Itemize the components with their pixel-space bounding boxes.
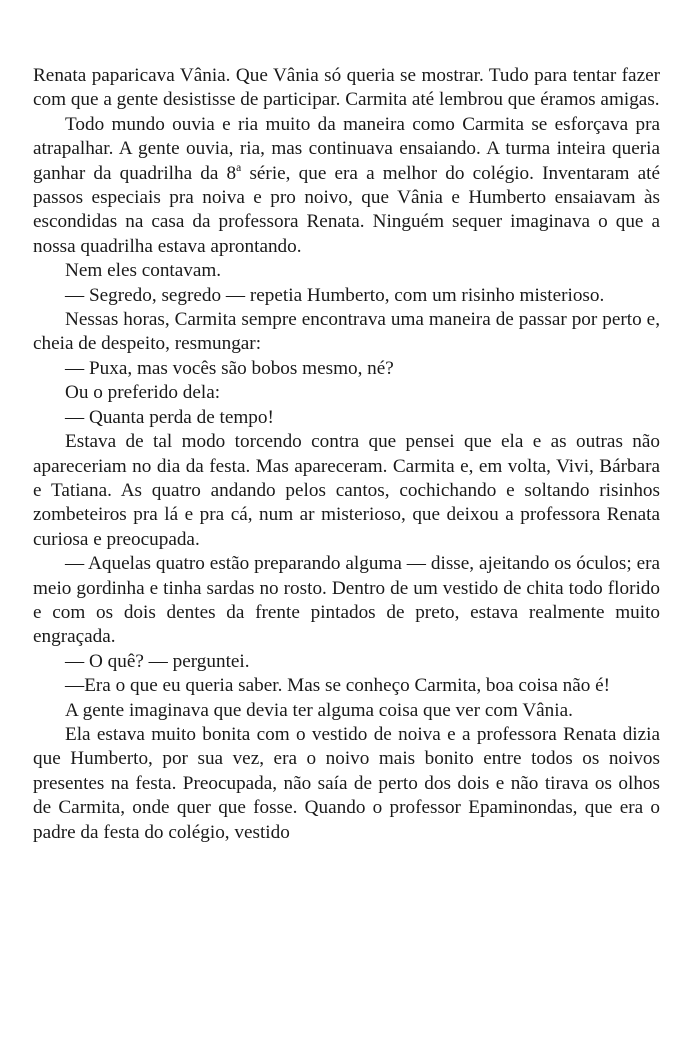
paragraph-13: A gente imaginava que devia ter alguma coisa que ver com Vânia. xyxy=(65,699,573,721)
dialogue-line: — Quanta perda de tempo! xyxy=(65,406,274,428)
book-page xyxy=(33,64,660,845)
ordinal-indicator: a xyxy=(236,161,242,174)
dialogue-line: — Segredo, segredo — repetia Humberto, com um risinho misterioso. xyxy=(65,284,605,306)
dialogue-line: — Aquelas quatro estão preparando alguma — disse, ajeitando os óculos; era meio gordinha e tinha sardas no rosto. Dentro de um vestido de chita todo florido e com os dois dentes da frente pintados de preto, estava realmente muito engraçada. xyxy=(33,553,660,648)
dialogue-line: — O quê? — perguntei. xyxy=(65,650,250,672)
dialogue-line: —Era o que eu queria saber. Mas se conheço Carmita, boa coisa não é! xyxy=(65,675,611,697)
paragraph-2 xyxy=(33,113,660,259)
paragraph-9: Estava de tal modo torcendo contra que pensei que ela e as outras não apareceriam no dia da festa. Mas apareceram. Carmita e, em volta, Vivi, Bárbara e Tatiana. As quatro andando pelos cantos, cochichando e soltando risinhos zombeteiros pra lá e pra cá, num ar misterioso, que deixou a professora Renata curiosa e preocupada. xyxy=(33,431,660,550)
paragraph-5: Nessas horas, Carmita sempre encontrava uma maneira de passar por perto e, cheia de despeito, resmungar: xyxy=(33,309,660,355)
paragraph-14: Ela estava muito bonita com o vestido de noiva e a professora Renata dizia que Humberto, por sua vez, era o noivo mais bonito entre todos os noivos presentes na festa. Preocupada, não saía de perto dos dois e não tirava os olhos de Carmita, onde quer que fosse. Quando o professor Epaminondas, que era o padre da festa do colégio, vestido xyxy=(33,723,660,843)
paragraph-1: Renata paparicava Vânia. Que Vânia só queria se mostrar. Tudo para tentar fazer com que a gente desistisse de participar. Carmita até lembrou que éramos amigas. xyxy=(33,65,660,111)
paragraph-7: Ou o preferido dela: xyxy=(65,382,221,404)
paragraph-2-text-a: Todo mundo ouvia e ria muito da maneira como Carmita se esforçava pra atrapalhar. A gente ouvia, ria, mas continuava ensaiando. A turma inteira queria ganhar da quadrilha da 8 xyxy=(33,113,660,184)
paragraph-2-text-b: série, que era a melhor do colégio. Inventaram até passos especiais pra noiva e pro noivo, que Vânia e Humberto ensaiavam às escondidas na casa da professora Renata. Ninguém sequer imaginava o que a nossa quadrilha estava aprontando. xyxy=(33,162,660,257)
paragraph-3: Nem eles contavam. xyxy=(65,260,222,282)
dialogue-line: — Puxa, mas vocês são bobos mesmo, né? xyxy=(65,357,394,379)
